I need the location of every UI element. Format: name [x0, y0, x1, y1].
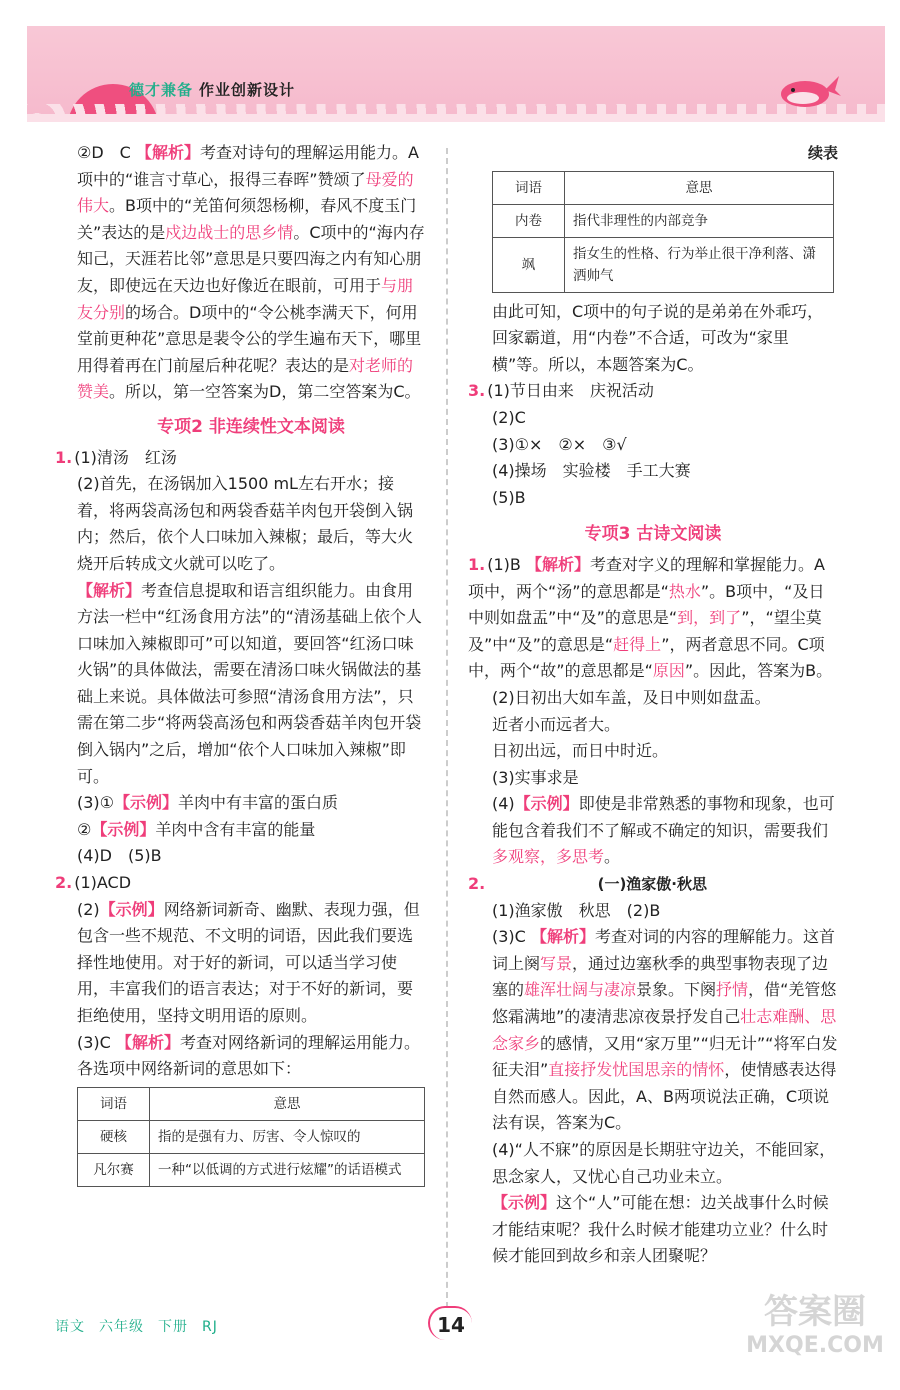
answer-3-4: (4)操场 实验楼 手工大赛 [492, 461, 691, 481]
table-conclusion: 由此可知，C项中的句子说的是弟弟在外乖巧，回家霸道，用“内卷”不合适，可改为“家里横”等。所以，本题答案为C。 [492, 301, 824, 374]
table-row: 内卷 指代非理性的内部竞争 [493, 204, 834, 237]
analysis-1: 【解析】考查信息提取和语言组织能力。由食用方法一栏中“红汤食用方法”的“清汤基础上依个人口味加入辣椒即可”可以知道，要回答“红汤口味火锅”的具体做法，需要在清汤口味火锅做法的基础上来说。具体做法可参照“清汤食用方法”，只需在第二步“将两袋高汤包和两袋香菇羊肉包开袋倒入锅内”之后，增加“依个人口味加入辣椒”即可。 [77, 580, 422, 786]
table-header: 词语 意思 [78, 1087, 425, 1120]
poetry-answer-2-5: 【示例】这个“人”可能在想：边关战事什么时候才能结束呢？我什么时候才能建功立业？什么时候才能回到故乡和亲人团聚呢？ [492, 1193, 829, 1266]
answer-3-3: (3)①× ②× ③√ [492, 434, 627, 454]
question-1: 1. (1)清汤 红汤 [55, 447, 177, 467]
new-words-table [77, 1087, 425, 1187]
section-title: 专项2 非连续性文本阅读 [157, 416, 345, 437]
answer-3-5: (5)B [492, 487, 526, 507]
watermark-logo: 答案圈 MXQE.COM [746, 1292, 884, 1358]
section-title: 专项3 古诗文阅读 [584, 524, 722, 545]
right-column [468, 140, 838, 1270]
question-2: 2. (1)ACD [55, 873, 132, 893]
whale-icon [779, 68, 841, 108]
answer-1-2: (2)首先，在汤锅加入1500 mL左右开水；接着，将两袋高汤包和两袋香菇羊肉包开袋倒入锅内；然后，依个人口味加入辣椒；最后，等大火烧开后转成文火就可以吃了。 [77, 474, 414, 573]
answer-1-4: (4)D (5)B [77, 846, 162, 866]
table-row: 凡尔赛 一种“以低调的方式进行炫耀”的话语模式 [78, 1153, 425, 1186]
answer-3-2: (2)C [492, 407, 526, 427]
answer-paragraph: ②D C 【解析】考查对诗句的理解运用能力。A项中的“谁言寸草心，报得三春晖”赞颂了母爱的伟大。B项中的“羌笛何须怨杨柳，春风不度玉门关”表达的是戍边战士的思乡情。C项中的“海内存知己，天涯若比邻”意思是只要四海之内有知心朋友，即使远在天边也好像近在眼前，可用于与朋友分别的场合。D项中的“令公桃李满天下，何用堂前更种花”意思是裴令公的学生遍布天下，哪里用得着再在门前屋后种花呢？表达的是对老师的赞美。所以，第一空答案为D，第二空答案为C。 [77, 143, 425, 402]
column-divider [446, 148, 448, 1308]
poetry-question-2: 2. (一)渔家傲·秋思 [468, 874, 708, 894]
table-header: 词语 意思 [493, 171, 834, 204]
answer-1-3a: (3)①【示例】羊肉中有丰富的蛋白质 [77, 793, 339, 813]
question-3: 3. (1)节日由来 庆祝活动 [468, 381, 654, 401]
page-footer: 语文 六年级 下册 RJ [55, 1319, 218, 1335]
brand-title: 德才兼备 作业创新设计 [129, 81, 296, 99]
answer-2-3: (3)C 【解析】考查对网络新词的理解运用能力。各选项中网络新词的意思如下： [77, 1032, 420, 1079]
poetry-answer-2-3: (3)C 【解析】考查对词的内容的理解能力。这首词上阕写景，通过边塞秋季的典型事物表现了边塞的雄浑壮阔与凄凉景象。下阕抒情，借“羌管悠悠霜满地”的凄清悲凉夜景抒发自己壮志难酬、思念家乡的感情，又用“家万里”“归无计”“将军白发征夫泪”直接抒发忧国思亲的情怀，使情感表达得自然而感人。因此，A、B两项说法正确，C项说法有误，答案为C。 [492, 927, 838, 1133]
poetry-answers: 1. (1)B 【解析】考查对字义的理解和掌握能力。A项中，两个“汤”的意思都是“热水”。B项中，“及日中则如盘盂”中“及”的意思是“到，到了”，“望尘莫及”中“及”的意思是“赶得上”，两者意思不同。C项中，两个“故”的意思都是“原因”。因此，答案为B。 (2)日初出大如车盖，及日中则如盘盂。 近者小而远者大。 日初出远，而日中时近。 (3)实事求是 (4)【示例】即使是非常熟悉的事物和现象，也可能包含着我们不了解或不确定的知识，需要我们多观察，多思考。 2. (一)渔家傲·秋思 (1)渔家傲 秋思 (2)B (3)C 【解析】考查对词的内容的理解能力。这首词上阕写景，通过边塞秋季的典型事物表现了边塞的雄浑壮阔与凄凉景象。下阕抒情，借“羌管悠悠霜满地”的凄清悲凉夜景抒发自己壮志难酬、思念家乡的感情，又用“家万里”“归无计”“将军白发征夫泪”直接抒发忧国思亲的情怀，使情感表达得自然而感人。因此，A、B两项说法正确，C项说法有误，答案为C。 (4)“人不寐”的原因是长期驻守边关，不能回家，思念家人，又忧心自己功业未立。 【示例】这个“人”可能在想：边关战事什么时候才能结束呢？我什么时候才能建功立业？什么时候才能回到故乡和亲人团聚呢？ [492, 552, 838, 1270]
table-continued-label: 续表 [807, 144, 838, 162]
answer-1-3b: ②【示例】羊肉中含有丰富的能量 [77, 819, 316, 839]
table-row: 飒 指女生的性格、行为举止很干净利落、潇洒帅气 [493, 237, 834, 292]
answer-2-2: (2)【示例】网络新词新奇、幽默、表现力强，但包含一些不规范、不文明的词语，因此我们要选择性地使用。对于好的新词，可以适当学习使用，丰富我们的语言表达；对于不好的新词，要拒绝使用，坚持文明用语的原则。 [77, 899, 420, 1025]
poetry-answer-1-4: (4)【示例】即使是非常熟悉的事物和现象，也可能包含着我们不了解或不确定的知识，需要我们多观察，多思考。 [492, 794, 835, 867]
poetry-question-1: 1. (1)B 【解析】考查对字义的理解和掌握能力。A项中，两个“汤”的意思都是“热水”。B项中，“及日中则如盘盂”中“及”的意思是“到，到了”，“望尘莫及”中“及”的意思是“赶得上”，两者意思不同。C项中，两个“故”的意思都是“原因”。因此，答案为B。 [468, 554, 833, 681]
table-row: 硬核 指的是强有力、厉害、令人惊叹的 [78, 1120, 425, 1153]
page-number: 14 [428, 1306, 472, 1340]
left-column [55, 140, 425, 1193]
new-words-table-continued [492, 171, 834, 293]
page-header [27, 26, 885, 122]
